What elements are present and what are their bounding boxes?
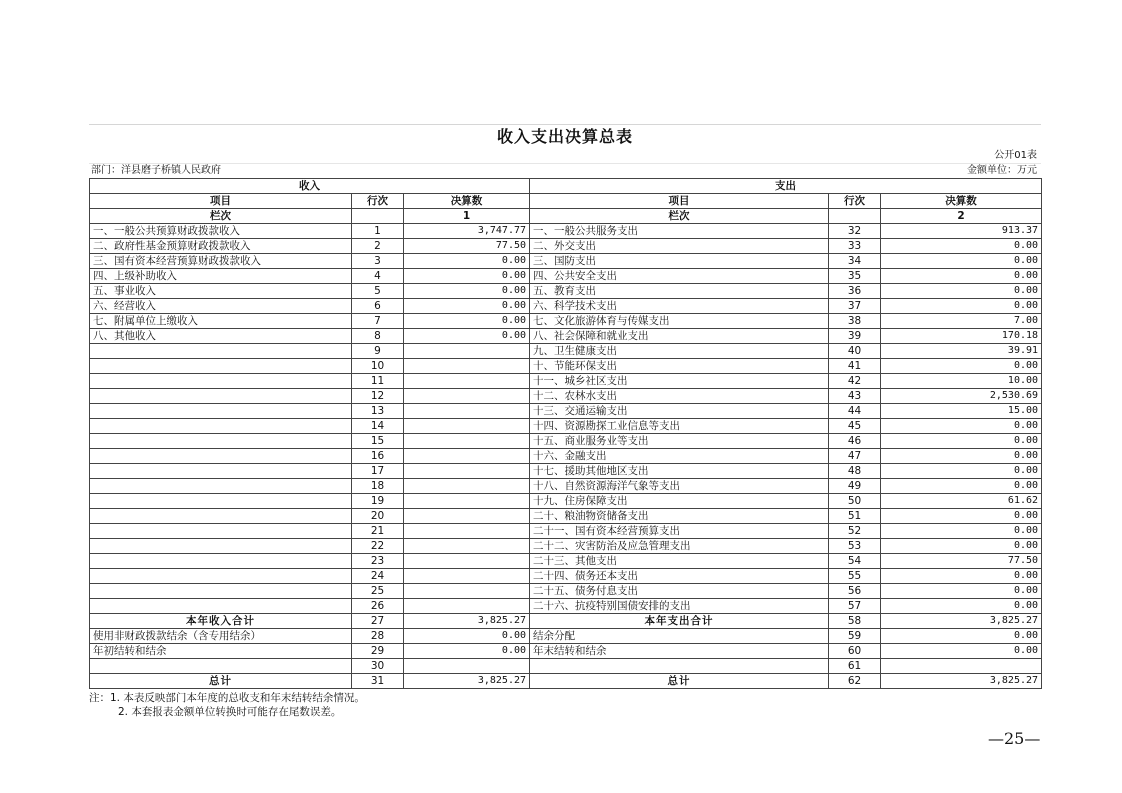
expense-line-cell: 38: [829, 314, 881, 329]
table-row: [90, 674, 1042, 689]
expense-item-cell: 二十二、灾害防治及应急管理支出: [530, 539, 829, 554]
expense-item-cell: 二十三、其他支出: [530, 554, 829, 569]
income-order-label: 栏次: [90, 209, 352, 224]
table-row: [90, 659, 1042, 674]
income-amount-cell: 0.00: [404, 329, 530, 344]
table-row: [90, 404, 1042, 419]
page-number: —25—: [988, 729, 1041, 748]
income-line-cell: 7: [352, 314, 404, 329]
income-item-cell: 年初结转和结余: [90, 644, 352, 659]
income-amount-cell: [404, 404, 530, 419]
income-amount-cell: 0.00: [404, 629, 530, 644]
income-item-cell: 一、一般公共预算财政拨款收入: [90, 224, 352, 239]
income-line-cell: 28: [352, 629, 404, 644]
income-line-cell: 11: [352, 374, 404, 389]
income-line-cell: 23: [352, 554, 404, 569]
income-item-cell: [90, 374, 352, 389]
income-item-header: 项目: [90, 194, 352, 209]
income-amount-cell: [404, 554, 530, 569]
note-1: 注：1. 本表反映部门本年度的总收支和年末结转结余情况。: [89, 692, 365, 704]
department: 部门：洋县磨子桥镇人民政府: [91, 165, 221, 176]
expense-amount-cell: 7.00: [881, 314, 1042, 329]
income-item-cell: [90, 599, 352, 614]
expense-amount-cell: 0.00: [881, 419, 1042, 434]
table-row: [90, 614, 1042, 629]
table-row: [90, 494, 1042, 509]
income-amount-cell: [404, 509, 530, 524]
income-line-cell: 12: [352, 389, 404, 404]
income-line-cell: 14: [352, 419, 404, 434]
income-item-cell: 本年收入合计: [90, 614, 352, 629]
income-amount-cell: 0.00: [404, 269, 530, 284]
expense-amount-cell: 0.00: [881, 479, 1042, 494]
expense-line-cell: 58: [829, 614, 881, 629]
report-title: 收入支出决算总表: [89, 124, 1041, 149]
income-amount-cell: [404, 359, 530, 374]
income-item-cell: [90, 569, 352, 584]
expense-amount-cell: 0.00: [881, 539, 1042, 554]
income-amount-cell: [404, 659, 530, 674]
expense-item-cell: 十七、援助其他地区支出: [530, 464, 829, 479]
unit-label: 金额单位：万元: [967, 165, 1037, 176]
expense-line-cell: 48: [829, 464, 881, 479]
expense-item-cell: 总计: [530, 674, 829, 689]
income-line-cell: 19: [352, 494, 404, 509]
expense-amount-header: 决算数: [881, 194, 1042, 209]
expense-amount-cell: 39.91: [881, 344, 1042, 359]
income-item-cell: [90, 509, 352, 524]
expense-amount-cell: 0.00: [881, 464, 1042, 479]
expense-item-cell: 六、科学技术支出: [530, 299, 829, 314]
section-header-row: [90, 179, 1042, 194]
expense-line-cell: 35: [829, 269, 881, 284]
table-row: [90, 524, 1042, 539]
notes: [89, 691, 1041, 719]
expense-line-cell: 52: [829, 524, 881, 539]
expense-item-cell: 二十、粮油物资储备支出: [530, 509, 829, 524]
expense-amount-cell: 0.00: [881, 284, 1042, 299]
income-item-cell: [90, 584, 352, 599]
table-row: [90, 644, 1042, 659]
expense-amount-cell: 170.18: [881, 329, 1042, 344]
table-row: [90, 509, 1042, 524]
income-amount-cell: [404, 449, 530, 464]
expense-item-cell: 三、国防支出: [530, 254, 829, 269]
table-row: [90, 374, 1042, 389]
expense-item-cell: 十一、城乡社区支出: [530, 374, 829, 389]
expense-line-cell: 49: [829, 479, 881, 494]
expense-item-cell: 二十五、债务付息支出: [530, 584, 829, 599]
expense-line-cell: 57: [829, 599, 881, 614]
expense-amount-cell: 0.00: [881, 569, 1042, 584]
expense-item-cell: 十五、商业服务业等支出: [530, 434, 829, 449]
income-line-cell: 13: [352, 404, 404, 419]
income-line-cell: 27: [352, 614, 404, 629]
expense-item-cell: 本年支出合计: [530, 614, 829, 629]
income-item-cell: [90, 659, 352, 674]
expense-amount-cell: 0.00: [881, 359, 1042, 374]
income-line-header: 行次: [352, 194, 404, 209]
table-row: [90, 284, 1042, 299]
expense-column-number: 2: [881, 209, 1042, 224]
department-line: [89, 164, 1041, 178]
expense-line-cell: 53: [829, 539, 881, 554]
income-amount-cell: 0.00: [404, 254, 530, 269]
income-expense-table: [89, 178, 1042, 689]
income-amount-cell: 3,747.77: [404, 224, 530, 239]
expense-amount-cell: 77.50: [881, 554, 1042, 569]
income-item-cell: 八、其他收入: [90, 329, 352, 344]
expense-amount-cell: 0.00: [881, 254, 1042, 269]
expense-item-cell: 二十一、国有资本经营预算支出: [530, 524, 829, 539]
income-amount-cell: [404, 419, 530, 434]
expense-amount-cell: 3,825.27: [881, 674, 1042, 689]
income-line-cell: 5: [352, 284, 404, 299]
income-line-cell: 3: [352, 254, 404, 269]
table-row: [90, 539, 1042, 554]
expense-header: 支出: [530, 179, 1042, 194]
expense-item-cell: 八、社会保障和就业支出: [530, 329, 829, 344]
expense-line-header: 行次: [829, 194, 881, 209]
expense-amount-cell: 0.00: [881, 239, 1042, 254]
income-item-cell: [90, 494, 352, 509]
expense-item-cell: 五、教育支出: [530, 284, 829, 299]
income-line-cell: 24: [352, 569, 404, 584]
expense-line-cell: 45: [829, 419, 881, 434]
expense-item-cell: 一、一般公共服务支出: [530, 224, 829, 239]
expense-item-cell: 四、公共安全支出: [530, 269, 829, 284]
income-amount-cell: [404, 524, 530, 539]
table-body: [90, 224, 1042, 689]
income-line-cell: 31: [352, 674, 404, 689]
income-amount-cell: [404, 389, 530, 404]
table-row: [90, 269, 1042, 284]
table-row: [90, 359, 1042, 374]
expense-line-cell: 32: [829, 224, 881, 239]
expense-amount-cell: 0.00: [881, 599, 1042, 614]
income-amount-cell: [404, 344, 530, 359]
expense-item-header: 项目: [530, 194, 829, 209]
income-amount-cell: 77.50: [404, 239, 530, 254]
income-item-cell: 使用非财政拨款结余（含专用结余）: [90, 629, 352, 644]
expense-amount-cell: 3,825.27: [881, 614, 1042, 629]
income-line-cell: 2: [352, 239, 404, 254]
income-item-cell: 二、政府性基金预算财政拨款收入: [90, 239, 352, 254]
income-amount-cell: 0.00: [404, 284, 530, 299]
expense-line-cell: 39: [829, 329, 881, 344]
expense-amount-cell: 0.00: [881, 449, 1042, 464]
table-row: [90, 389, 1042, 404]
income-line-cell: 6: [352, 299, 404, 314]
income-item-cell: [90, 434, 352, 449]
income-line-cell: 18: [352, 479, 404, 494]
income-item-cell: 四、上级补助收入: [90, 269, 352, 284]
expense-item-cell: 年末结转和结余: [530, 644, 829, 659]
income-item-cell: 五、事业收入: [90, 284, 352, 299]
expense-line-cell: 36: [829, 284, 881, 299]
expense-item-cell: 结余分配: [530, 629, 829, 644]
table-row: [90, 629, 1042, 644]
expense-amount-cell: 2,530.69: [881, 389, 1042, 404]
table-row: [90, 449, 1042, 464]
income-line-cell: 21: [352, 524, 404, 539]
note-2: 2. 本套报表金额单位转换时可能存在尾数误差。: [118, 706, 342, 718]
expense-amount-cell: 0.00: [881, 524, 1042, 539]
expense-line-cell: 56: [829, 584, 881, 599]
income-line-cell: 20: [352, 509, 404, 524]
income-line-cell: 8: [352, 329, 404, 344]
income-amount-cell: [404, 584, 530, 599]
expense-item-cell: 十六、金融支出: [530, 449, 829, 464]
income-item-cell: 总计: [90, 674, 352, 689]
expense-line-cell: 47: [829, 449, 881, 464]
income-amount-cell: [404, 569, 530, 584]
expense-amount-cell: 61.62: [881, 494, 1042, 509]
income-header: 收入: [90, 179, 530, 194]
expense-item-cell: 十三、交通运输支出: [530, 404, 829, 419]
expense-item-cell: 十四、资源勘探工业信息等支出: [530, 419, 829, 434]
expense-line-cell: 43: [829, 389, 881, 404]
table-row: [90, 254, 1042, 269]
expense-item-cell: [530, 659, 829, 674]
expense-amount-cell: 913.37: [881, 224, 1042, 239]
income-line-cell: 1: [352, 224, 404, 239]
income-item-cell: 七、附属单位上缴收入: [90, 314, 352, 329]
report-sheet: [89, 124, 1041, 719]
income-amount-cell: [404, 599, 530, 614]
income-item-cell: [90, 479, 352, 494]
income-item-cell: [90, 419, 352, 434]
income-amount-cell: [404, 374, 530, 389]
expense-line-cell: 61: [829, 659, 881, 674]
expense-order-blank: [829, 209, 881, 224]
income-item-cell: 三、国有资本经营预算财政拨款收入: [90, 254, 352, 269]
income-line-cell: 17: [352, 464, 404, 479]
table-row: [90, 464, 1042, 479]
expense-line-cell: 59: [829, 629, 881, 644]
expense-amount-cell: 15.00: [881, 404, 1042, 419]
expense-item-cell: 十九、住房保障支出: [530, 494, 829, 509]
income-amount-cell: 0.00: [404, 299, 530, 314]
expense-line-cell: 46: [829, 434, 881, 449]
expense-line-cell: 55: [829, 569, 881, 584]
table-row: [90, 569, 1042, 584]
income-line-cell: 25: [352, 584, 404, 599]
income-line-cell: 30: [352, 659, 404, 674]
expense-amount-cell: 0.00: [881, 644, 1042, 659]
table-row: [90, 314, 1042, 329]
column-header-row: [90, 194, 1042, 209]
table-row: [90, 479, 1042, 494]
income-item-cell: [90, 464, 352, 479]
table-row: [90, 554, 1042, 569]
income-amount-cell: [404, 479, 530, 494]
table-row: [90, 584, 1042, 599]
income-line-cell: 9: [352, 344, 404, 359]
income-line-cell: 16: [352, 449, 404, 464]
income-amount-cell: 0.00: [404, 314, 530, 329]
expense-line-cell: 37: [829, 299, 881, 314]
expense-line-cell: 42: [829, 374, 881, 389]
income-item-cell: [90, 344, 352, 359]
expense-line-cell: 51: [829, 509, 881, 524]
income-line-cell: 10: [352, 359, 404, 374]
expense-line-cell: 44: [829, 404, 881, 419]
expense-amount-cell: 0.00: [881, 269, 1042, 284]
expense-item-cell: 十、节能环保支出: [530, 359, 829, 374]
expense-item-cell: 二、外交支出: [530, 239, 829, 254]
table-row: [90, 599, 1042, 614]
expense-line-cell: 34: [829, 254, 881, 269]
form-code-line: [89, 149, 1041, 164]
income-item-cell: [90, 404, 352, 419]
income-item-cell: 六、经营收入: [90, 299, 352, 314]
table-row: [90, 419, 1042, 434]
expense-line-cell: 41: [829, 359, 881, 374]
income-line-cell: 29: [352, 644, 404, 659]
table-row: [90, 434, 1042, 449]
income-amount-cell: [404, 464, 530, 479]
table-row: [90, 239, 1042, 254]
form-code: 公开01表: [994, 150, 1037, 161]
expense-amount-cell: 0.00: [881, 299, 1042, 314]
expense-amount-cell: 0.00: [881, 509, 1042, 524]
expense-line-cell: 60: [829, 644, 881, 659]
expense-amount-cell: 0.00: [881, 434, 1042, 449]
expense-item-cell: 十二、农林水支出: [530, 389, 829, 404]
column-number-row: [90, 209, 1042, 224]
income-line-cell: 4: [352, 269, 404, 284]
expense-item-cell: 二十四、债务还本支出: [530, 569, 829, 584]
expense-line-cell: 50: [829, 494, 881, 509]
expense-amount-cell: 10.00: [881, 374, 1042, 389]
income-item-cell: [90, 359, 352, 374]
income-amount-cell: [404, 434, 530, 449]
income-item-cell: [90, 539, 352, 554]
expense-amount-cell: [881, 659, 1042, 674]
income-item-cell: [90, 389, 352, 404]
income-item-cell: [90, 554, 352, 569]
table-row: [90, 224, 1042, 239]
expense-line-cell: 62: [829, 674, 881, 689]
expense-amount-cell: 0.00: [881, 629, 1042, 644]
expense-line-cell: 33: [829, 239, 881, 254]
income-amount-cell: [404, 539, 530, 554]
expense-item-cell: 二十六、抗疫特别国债安排的支出: [530, 599, 829, 614]
table-row: [90, 329, 1042, 344]
expense-order-label: 栏次: [530, 209, 829, 224]
income-amount-header: 决算数: [404, 194, 530, 209]
expense-amount-cell: 0.00: [881, 584, 1042, 599]
expense-item-cell: 九、卫生健康支出: [530, 344, 829, 359]
income-column-number: 1: [404, 209, 530, 224]
income-amount-cell: 3,825.27: [404, 614, 530, 629]
expense-item-cell: 十八、自然资源海洋气象等支出: [530, 479, 829, 494]
table-row: [90, 299, 1042, 314]
income-line-cell: 15: [352, 434, 404, 449]
income-item-cell: [90, 449, 352, 464]
income-amount-cell: 3,825.27: [404, 674, 530, 689]
expense-line-cell: 40: [829, 344, 881, 359]
income-line-cell: 26: [352, 599, 404, 614]
income-amount-cell: 0.00: [404, 644, 530, 659]
income-amount-cell: [404, 494, 530, 509]
income-order-blank: [352, 209, 404, 224]
expense-line-cell: 54: [829, 554, 881, 569]
income-line-cell: 22: [352, 539, 404, 554]
expense-item-cell: 七、文化旅游体育与传媒支出: [530, 314, 829, 329]
income-item-cell: [90, 524, 352, 539]
table-row: [90, 344, 1042, 359]
